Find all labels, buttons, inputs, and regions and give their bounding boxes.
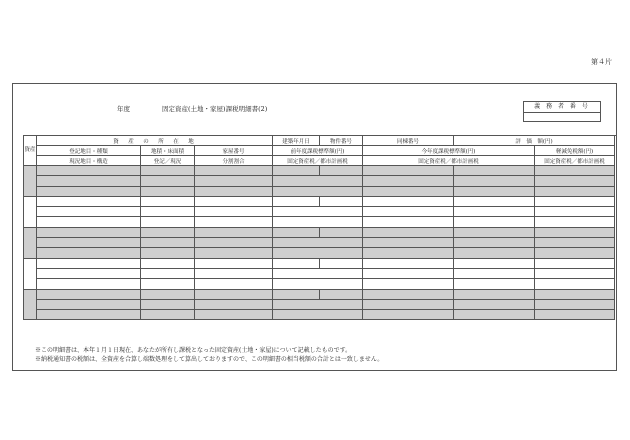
asset-row (24, 227, 615, 237)
current-standard-header: 今年度課税標準額(円) (363, 146, 535, 156)
taxpayer-number-label: 義 務 者 番 号 (524, 102, 600, 113)
reduced-tax-header: 固定資産税／都市計画税 (535, 156, 615, 166)
page-number: 第４片 (591, 58, 612, 66)
asset-row (24, 268, 615, 278)
location-header: 資 産 の 所 在 地 (37, 136, 273, 146)
valuation-header: 評 価 額(円) (454, 136, 615, 146)
land-area-header: 地積・床面積 (141, 146, 195, 156)
notes (35, 346, 383, 364)
asset-row (24, 248, 615, 258)
asset-row (24, 310, 615, 320)
current-land-header: 現況地目・構造 (37, 156, 141, 166)
form-title: 固定資産(土地・家屋)課税明細書(2) (162, 105, 268, 113)
taxpayer-number-box (523, 101, 601, 122)
prev-standard-header: 前年度課税標準額(円) (273, 146, 363, 156)
reduced-amount-header: 軽減免税額(円) (535, 146, 615, 156)
note-line: ※この明細書は、本年１月１日現在、あなたが所有し課税となった固定資産(土地・家屋)について記載したものです。 (35, 347, 352, 354)
prev-tax-header: 固定資産税／都市計画税 (273, 156, 363, 166)
asset-row (24, 176, 615, 186)
asset-row (24, 166, 615, 176)
building-no-header: 同棟番号 (363, 136, 454, 146)
asset-side-label: 資産 (24, 136, 37, 166)
house-no-header: 家屋番号 (195, 146, 273, 156)
built-date-header: 建築年月日 (273, 136, 320, 146)
asset-row (24, 289, 615, 299)
statement-frame (12, 83, 617, 371)
asset-row (24, 279, 615, 289)
note-line: ※納税通知書の税額は、全資産を合算し端数処理をして算出しておりますので、この明細書の相当税額の合計とは一致しません。 (35, 356, 384, 363)
registered-current-header: 登記／現況 (141, 156, 195, 166)
asset-row (24, 196, 615, 206)
asset-row (24, 299, 615, 309)
asset-row (24, 258, 615, 268)
current-tax-header: 固定資産税／都市計画税 (363, 156, 535, 166)
property-no-header: 物件番号 (320, 136, 363, 146)
registered-land-header: 登記地目・種類 (37, 146, 141, 156)
asset-row (24, 207, 615, 217)
fiscal-year-label: 年度 (117, 105, 130, 113)
asset-row (24, 186, 615, 196)
asset-row (24, 238, 615, 248)
asset-table (23, 135, 615, 320)
division-ratio-header: 分割割合 (195, 156, 273, 166)
asset-row (24, 217, 615, 227)
